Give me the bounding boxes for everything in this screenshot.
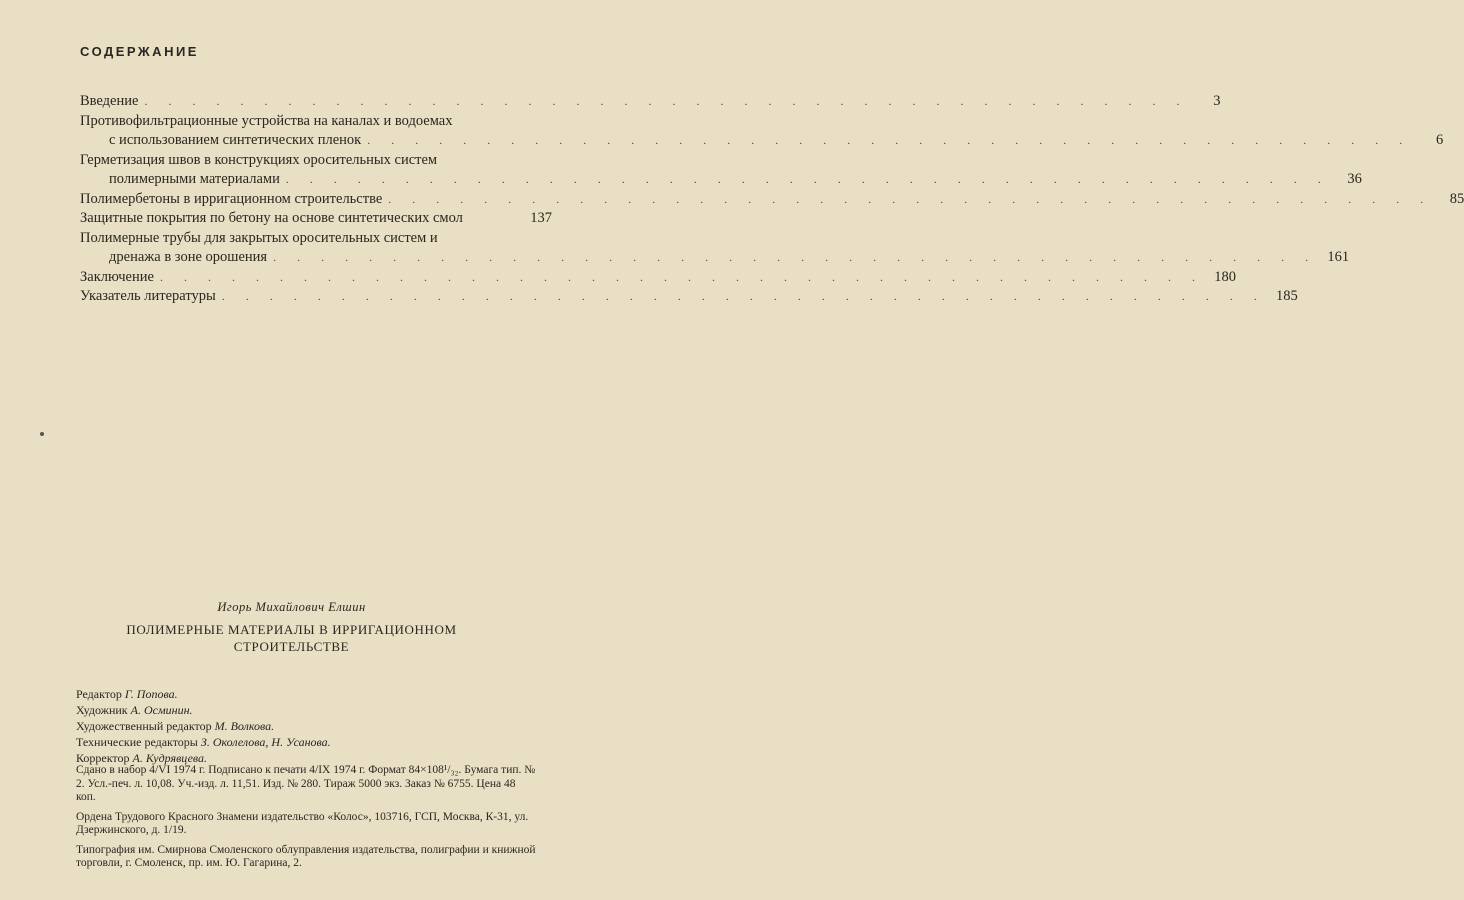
- credit-name: А. Осминин.: [130, 703, 193, 717]
- imprint-print-details: Сдано в набор 4/VI 1974 г. Подписано к печати 4/IX 1974 г. Формат 84×108¹/₃₂. Бумага тип. № 2. Усл.-печ. л. 10,08. Уч.-изд. л. 11,51. Изд. № 280. Тираж 5000 экз. Заказ № 6755. Цена 48 коп.: [76, 764, 536, 803]
- credits: [76, 686, 331, 766]
- toc-item-bibliography: Указатель литературы . . . . . . . . . . . . . . . . . . . . . . . . . . . . . . . . . . . . . . . . . . . . 185: [80, 287, 552, 307]
- toc-item-title: Полимербетоны в ирригационном строительстве: [80, 190, 383, 207]
- toc-item-page: 137: [530, 210, 552, 226]
- credit-name: З. Околелова, Н. Усанова.: [200, 735, 331, 749]
- toc-item-title-cont: полимерными материалами: [109, 171, 280, 187]
- toc-item-page: 161: [1327, 249, 1350, 265]
- credit-tech-editors: [76, 734, 331, 750]
- credit-artist: [76, 702, 331, 718]
- author-name: Игорь Михайлович Елшин: [217, 600, 366, 614]
- table-of-contents: [80, 92, 1464, 307]
- toc-item-title-cont: с использованием синтетических пленок: [109, 132, 362, 148]
- toc-item-title: Герметизация швов в конструкциях оросительных систем: [80, 151, 438, 168]
- credit-role: Художник: [76, 703, 128, 717]
- toc-heading: СОДЕРЖАНИЕ: [80, 44, 199, 59]
- toc-item-page: 6: [1435, 132, 1444, 148]
- toc-item-anti-filtration: Противофильтрационные устройства на каналах и водоемах с использованием синтетических пленок . . . . . . . . . . . . . . . . . . . . . . . . . . . . . . . . . . . . . . . . . . . . 6: [80, 112, 552, 151]
- imprint: [76, 764, 538, 877]
- credit-role: Корректор: [76, 751, 130, 765]
- toc-item-polymer-concrete: Полимербетоны в ирригационном строительстве . . . . . . . . . . . . . . . . . . . . . . . . . . . . . . . . . . . . . . . . . . . . 85: [80, 190, 552, 210]
- print-speck: [40, 432, 44, 436]
- credit-name: Г. Попова.: [124, 687, 178, 701]
- toc-item-introduction: Введение . . . . . . . . . . . . . . . . . . . . . . . . . . . . . . . . . . . . . . . . . . . . 3: [80, 92, 552, 112]
- toc-item-title: Указатель литературы: [80, 288, 216, 304]
- book-title-line2: СТРОИТЕЛЬСТВЕ: [233, 639, 350, 654]
- toc-item-title: Заключение: [80, 268, 154, 285]
- toc-item-title-cont: дренажа в зоне орошения: [109, 249, 268, 265]
- credit-name: А. Кудрявцева.: [132, 751, 208, 765]
- book-title-line1: ПОЛИМЕРНЫЕ МАТЕРИАЛЫ В ИРРИГАЦИОННОМ: [126, 622, 457, 637]
- toc-item-title: Защитные покрытия по бетону на основе синтетических смол: [80, 210, 463, 226]
- colophon: [0, 600, 583, 655]
- toc-item-page: 185: [1276, 288, 1298, 304]
- toc-item-page: 36: [1347, 171, 1362, 187]
- credit-role: Редактор: [76, 687, 122, 701]
- toc-item-conclusion: Заключение . . . . . . . . . . . . . . . . . . . . . . . . . . . . . . . . . . . . . . . . . . . . 180: [80, 268, 552, 288]
- imprint-publisher: Ордена Трудового Красного Знамени издательство «Колос», 103716, ГСП, Москва, К-31, ул. Дзержинского, д. 1/19.: [76, 810, 529, 836]
- imprint-printing-house: Типография им. Смирнова Смоленского облуправления издательства, полиграфии и книжной торговли, г. Смоленск, пр. им. Ю. Гагарина, 2.: [76, 843, 536, 869]
- toc-item-title: Полимерные трубы для закрытых оросительных систем и: [80, 229, 438, 246]
- credit-role: Художественный редактор: [76, 719, 212, 733]
- credit-art-editor: [76, 718, 331, 734]
- toc-item-protective-coatings: [80, 209, 552, 229]
- toc-item-page: 85: [1449, 190, 1464, 207]
- toc-item-title: Введение: [80, 93, 139, 109]
- toc-item-polymer-pipes: Полимерные трубы для закрытых оросительных систем и дренажа в зоне орошения . . . . . . . . . . . . . . . . . . . . . . . . . . . . . . . . . . . . . . . . . . . . 161: [80, 229, 552, 268]
- credit-name: М. Волкова.: [214, 719, 275, 733]
- toc-item-title: Противофильтрационные устройства на каналах и водоемах: [80, 112, 453, 129]
- toc-item-page: 180: [1214, 268, 1236, 285]
- toc-item-seam-sealing: Герметизация швов в конструкциях оросительных систем полимерными материалами . . . . . . . . . . . . . . . . . . . . . . . . . . . . . . . . . . . . . . . . . . . . 36: [80, 151, 552, 190]
- book-title: [0, 621, 583, 655]
- toc-item-page: 3: [1213, 93, 1221, 109]
- credit-role: Технические редакторы: [76, 735, 198, 749]
- credit-editor: [76, 686, 331, 702]
